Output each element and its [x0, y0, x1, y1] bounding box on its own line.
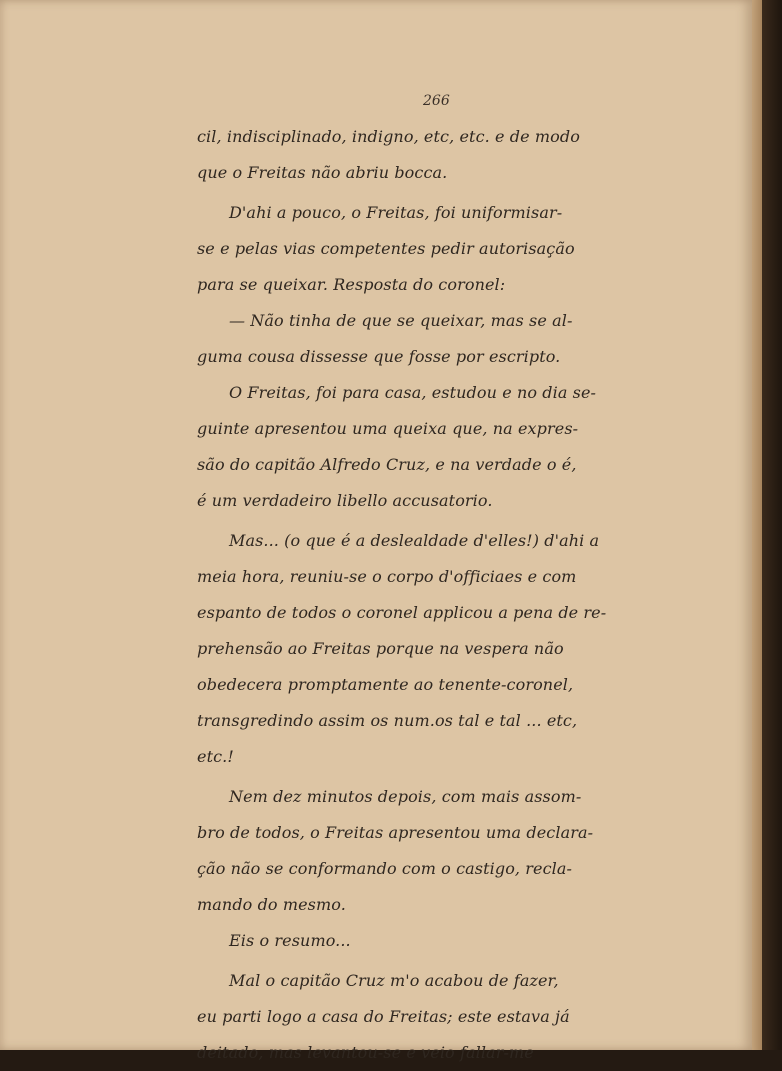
text-line: mando do mesmo. — [197, 895, 346, 914]
book-binding — [762, 0, 782, 1050]
text-line: guinte apresentou uma queixa que, na expres- — [197, 419, 579, 438]
text-line: Eis o resumo... — [229, 931, 351, 950]
text-line: O Freitas, foi para casa, estudou e no dia se- — [229, 383, 597, 402]
text-line: prehensão ao Freitas porque na vespera não — [197, 639, 564, 658]
text-line: D'ahi a pouco, o Freitas, foi uniformisar- — [229, 203, 563, 222]
text-line: ção não se conformando com o castigo, recla- — [197, 859, 573, 878]
text-line: deitado, mas levantou-se e veio fallar-me — [197, 1043, 534, 1062]
text-line: são do capitão Alfredo Cruz, e na verdade o é, — [197, 455, 577, 474]
text-line: meia hora, reuniu-se o corpo d'officiaes e com — [197, 567, 577, 586]
text-line: transgredindo assim os num.os tal e tal ... etc, — [197, 711, 578, 730]
handwritten-text — [197, 119, 675, 1071]
text-line: obedecera promptamente ao tenente-coronel, — [197, 675, 574, 694]
text-line: Nem dez minutos depois, com mais assom- — [229, 787, 582, 806]
text-line: Mal o capitão Cruz m'o acabou de fazer, — [229, 971, 559, 990]
text-line: cil, indisciplinado, indigno, etc, etc. e de modo — [197, 127, 580, 146]
text-line: para se queixar. Resposta do coronel: — [197, 275, 506, 294]
text-line: bro de todos, o Freitas apresentou uma declara- — [197, 823, 594, 842]
page-number: 266 — [423, 93, 450, 109]
text-line: que o Freitas não abriu bocca. — [197, 163, 448, 182]
text-line: guma cousa dissesse que fosse por escripto. — [197, 347, 561, 366]
text-line: se e pelas vias competentes pedir autorisação — [197, 239, 575, 258]
text-line: — Não tinha de que se queixar, mas se al- — [229, 311, 573, 330]
text-line: é um verdadeiro libello accusatorio. — [197, 491, 493, 510]
text-line: eu parti logo a casa do Freitas; este estava já — [197, 1007, 570, 1026]
text-line: Mas... (o que é a deslealdade d'elles!) d'ahi a — [229, 531, 600, 550]
page-edge — [752, 0, 762, 1050]
text-line: etc.! — [197, 747, 234, 766]
text-line: espanto de todos o coronel applicou a pena de re- — [197, 603, 607, 622]
